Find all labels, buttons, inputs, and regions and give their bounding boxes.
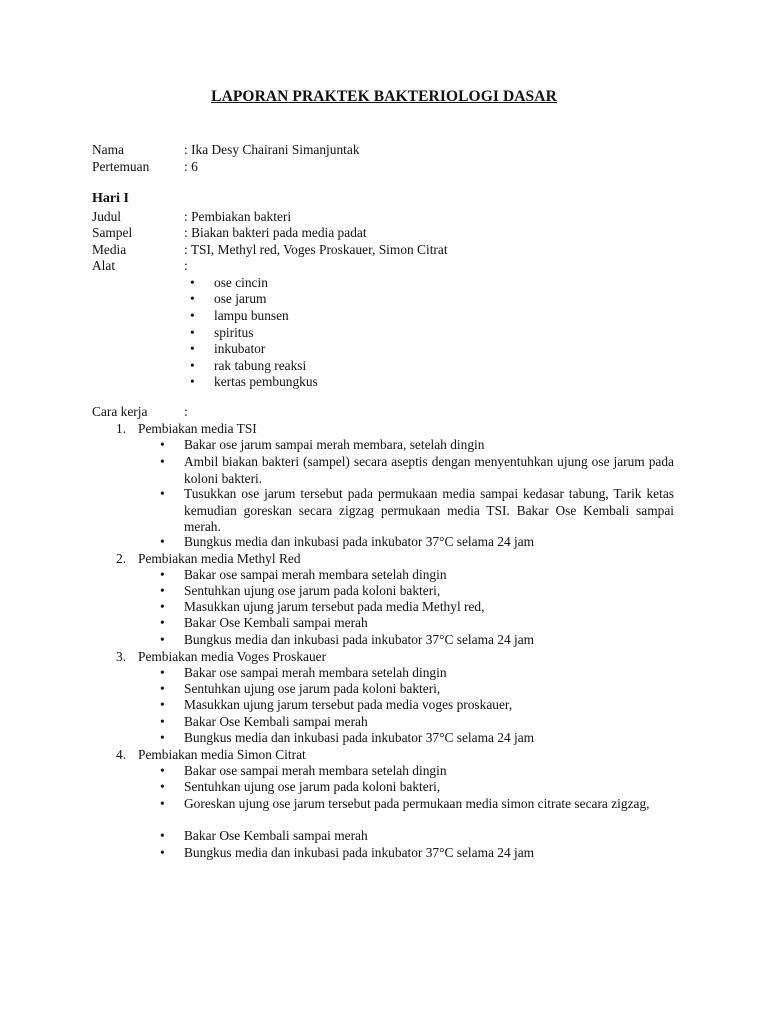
- procedure-step: • Masukkan ujung jarum tersebut pada media voges proskauer,: [160, 697, 513, 712]
- procedure-step: • Goreskan ujung ose jarum tersebut pada permukaan media simon citrate secara zigzag,: [160, 796, 650, 811]
- bullet-icon: •: [160, 567, 165, 582]
- bullet-icon: •: [160, 534, 165, 549]
- alat-label: Alat: [92, 258, 116, 273]
- bullet-icon: •: [190, 358, 195, 373]
- list-item: • rak tabung reaksi: [190, 358, 307, 373]
- bullet-icon: •: [190, 374, 195, 389]
- bullet-icon: •: [160, 681, 165, 696]
- procedure-step: • Ambil biakan bakteri (sampel) secara aseptis dengan menyentuhkan ujung ose jarum pada koloni bakteri.: [160, 454, 674, 486]
- procedure-step: • Sentuhkan ujung ose jarum pada koloni bakteri,: [160, 779, 441, 794]
- bullet-icon: •: [190, 308, 195, 323]
- procedure-step: • Bakar ose sampai merah membara setelah dingin: [160, 665, 447, 680]
- procedure-heading: 1. Pembiakan media TSI: [116, 421, 257, 436]
- sampel-value: : Biakan bakteri pada media padat: [184, 225, 367, 240]
- bullet-icon: •: [160, 437, 165, 452]
- procedure-step: • Bakar Ose Kembali sampai merah: [160, 828, 368, 843]
- name-row: [92, 141, 360, 158]
- list-item: • spiritus: [190, 325, 254, 340]
- name-label: Nama: [92, 142, 124, 157]
- name-value: : Ika Desy Chairani Simanjuntak: [184, 142, 360, 157]
- judul-value: : Pembiakan bakteri: [184, 209, 292, 224]
- cara-kerja-row: [92, 403, 188, 420]
- bullet-icon: •: [160, 632, 165, 647]
- procedure-step: • Bungkus media dan inkubasi pada inkubator 37°C selama 24 jam: [160, 845, 535, 860]
- bullet-icon: •: [160, 779, 165, 794]
- bullet-icon: •: [160, 714, 165, 729]
- bullet-icon: •: [190, 341, 195, 356]
- list-item: • ose cincin: [190, 275, 268, 290]
- list-item: • ose jarum: [190, 291, 267, 306]
- procedure-step: • Bakar ose jarum sampai merah membara, setelah dingin: [160, 437, 485, 452]
- bullet-icon: •: [160, 599, 165, 614]
- bullet-icon: •: [160, 730, 165, 745]
- bullet-icon: •: [160, 796, 165, 811]
- alat-row: [92, 257, 188, 274]
- bullet-icon: •: [190, 275, 195, 290]
- media-row: [92, 241, 448, 258]
- procedure-step: • Bungkus media dan inkubasi pada inkubator 37°C selama 24 jam: [160, 534, 535, 549]
- procedure-heading: 3. Pembiakan media Voges Proskauer: [116, 649, 327, 664]
- bullet-icon: •: [160, 665, 165, 680]
- meeting-row: [92, 158, 198, 175]
- bullet-icon: •: [160, 615, 165, 630]
- bullet-icon: •: [160, 845, 165, 860]
- procedure-step: • Sentuhkan ujung ose jarum pada koloni bakteri,: [160, 681, 441, 696]
- list-item: • lampu bunsen: [190, 308, 289, 323]
- bullet-icon: •: [190, 325, 195, 340]
- bullet-icon: •: [160, 828, 165, 843]
- sampel-row: [92, 224, 367, 241]
- bullet-icon: •: [160, 583, 165, 598]
- list-item: • kertas pembungkus: [190, 374, 318, 389]
- judul-row: [92, 208, 291, 225]
- bullet-icon: •: [160, 697, 165, 712]
- meeting-label: Pertemuan: [92, 159, 150, 174]
- media-value: : TSI, Methyl red, Voges Proskauer, Simon Citrat: [184, 242, 448, 257]
- procedure-heading: 2. Pembiakan media Methyl Red: [116, 551, 301, 566]
- bullet-icon: •: [160, 486, 165, 501]
- bullet-icon: •: [160, 763, 165, 778]
- sampel-label: Sampel: [92, 225, 133, 240]
- cara-kerja-label: Cara kerja: [92, 404, 148, 419]
- document-title: LAPORAN PRAKTEK BAKTERIOLOGI DASAR: [211, 88, 557, 105]
- procedure-step: • Bakar Ose Kembali sampai merah: [160, 615, 368, 630]
- meeting-value: : 6: [184, 159, 198, 174]
- procedure-step: • Bungkus media dan inkubasi pada inkubator 37°C selama 24 jam: [160, 632, 535, 647]
- procedure-heading: 4. Pembiakan media Simon Citrat: [116, 747, 306, 762]
- bullet-icon: •: [160, 454, 165, 469]
- procedure-step: • Bakar ose sampai merah membara setelah dingin: [160, 567, 447, 582]
- alat-value: :: [184, 258, 188, 273]
- procedure-step: • Bungkus media dan inkubasi pada inkubator 37°C selama 24 jam: [160, 730, 535, 745]
- media-label: Media: [92, 242, 127, 257]
- procedure-step: • Masukkan ujung jarum tersebut pada media Methyl red,: [160, 599, 485, 614]
- procedure-step: • Sentuhkan ujung ose jarum pada koloni bakteri,: [160, 583, 441, 598]
- day-heading: Hari I: [92, 191, 129, 206]
- bullet-icon: •: [190, 291, 195, 306]
- procedure-step: • Bakar ose sampai merah membara setelah dingin: [160, 763, 447, 778]
- judul-label: Judul: [92, 209, 122, 224]
- procedure-step: • Tusukkan ose jarum tersebut pada permukaan media sampai kedasar tabung, Tarik ketas kemudian goreskan secara zigzag permukaan media TSI. Bakar Ose Kembali sampai merah.: [160, 486, 674, 534]
- list-item: • inkubator: [190, 341, 266, 356]
- cara-kerja-value: :: [184, 404, 188, 419]
- procedure-step: • Bakar Ose Kembali sampai merah: [160, 714, 368, 729]
